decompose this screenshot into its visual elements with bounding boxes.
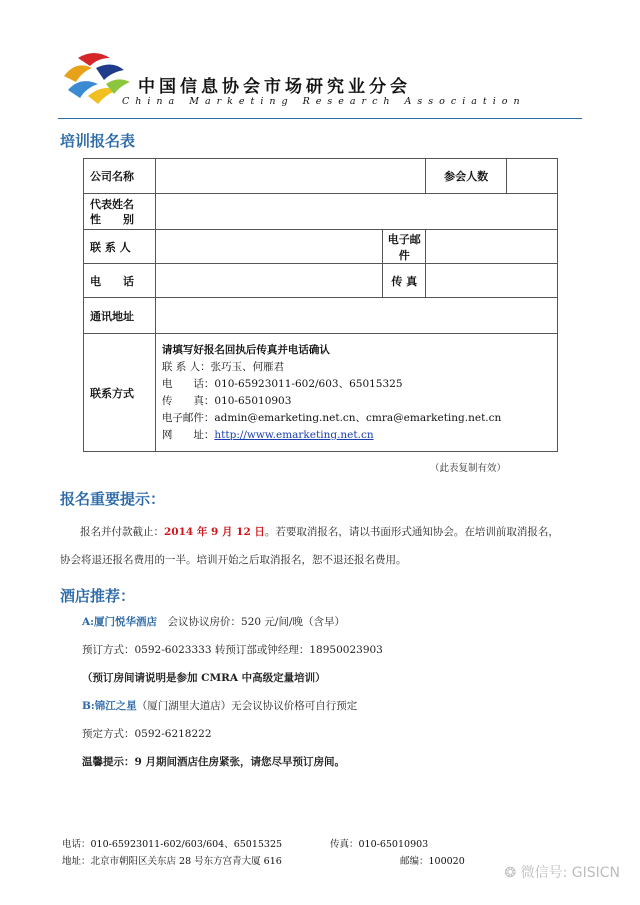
form-title: 培训报名表 [60, 132, 136, 150]
copy-valid-note: （此表复制有效） [430, 463, 507, 474]
contact-email: 电子邮件：admin@emarketing.net.cn、cmra@emarketing.net.cn [161, 411, 502, 424]
rep-name-label: 代表姓名 [90, 197, 134, 211]
attendees-field[interactable] [507, 159, 558, 194]
org-name-chinese: 中国信息协会市场研究业分会 [138, 77, 411, 97]
contact-person-label: 联 系 人 [84, 230, 156, 264]
email-field[interactable] [426, 230, 558, 264]
attendees-label: 参会人数 [426, 159, 507, 194]
notice-line-1 [60, 518, 580, 546]
hotel-a-name: A:厦门悦华酒店 [82, 616, 158, 628]
hotel-b [82, 692, 582, 720]
gender-label: 性 别 [90, 212, 134, 226]
phone-field[interactable] [155, 264, 382, 298]
rep-name-gender-label [84, 194, 156, 230]
registration-form-table [83, 158, 558, 452]
company-name-label: 公司名称 [84, 159, 156, 194]
wechat-id: 微信号: GISICN [520, 865, 620, 881]
fax-label: 传 真 [383, 264, 426, 298]
notice-text [60, 518, 580, 574]
footer-address: 地址：北京市朝阳区关东店 28 号东方宫青大厦 616 [62, 856, 282, 867]
contact-method-cell [155, 334, 557, 452]
header-divider [58, 118, 582, 119]
email-label: 电子邮件 [383, 230, 426, 264]
hotel-tip: 温馨提示：9 月期间酒店住房紧张，请您尽早预订房间。 [82, 756, 345, 768]
contact-instruction: 请填写好报名回执后传真并电话确认 [161, 343, 330, 356]
footer-tel: 电话：010-65923011-602/603/604、65015325 [62, 839, 283, 850]
hotel-a [82, 608, 582, 636]
wechat-icon: ❂ [504, 865, 517, 881]
notice-line-2: 协会将退还报名费用的一半。培训开始之后取消报名，恕不退还报名费用。 [60, 554, 407, 566]
website-link[interactable]: http://www.emarketing.net.cn [214, 428, 374, 441]
contact-tel: 电 话：010-65923011-602/603、65015325 [161, 377, 403, 390]
org-name-english: China Marketing Research Association [122, 96, 526, 107]
contact-fax: 传 真：010-65010903 [161, 394, 292, 407]
notice-deadline-prefix: 报名并付款截止： [80, 526, 164, 538]
address-field[interactable] [155, 298, 557, 334]
contact-website [162, 427, 551, 444]
phone-label: 电 话 [84, 264, 156, 298]
wechat-watermark [504, 862, 620, 882]
hotels-list [82, 608, 582, 776]
hotel-b-booking: 预定方式：0592-6218222 [82, 728, 212, 740]
hotels-title: 酒店推荐： [60, 587, 136, 605]
company-name-field[interactable] [155, 159, 425, 194]
hotel-a-note: （预订房间请说明是参加 CMRA 中高级定量培训） [82, 672, 326, 684]
contact-persons: 联 系 人：张巧玉、何雁君 [161, 360, 285, 373]
hotel-b-desc: （厦门湖里大道店）无会议协议价格可自行预定 [136, 700, 358, 712]
footer-fax: 传真：010-65010903 [330, 839, 429, 850]
contact-person-field[interactable] [155, 230, 382, 264]
notice-title: 报名重要提示： [60, 490, 166, 508]
hotel-a-booking: 预订方式：0592-6023333 转预订部或钟经理：18950023903 [82, 644, 383, 656]
website-label: 网 址： [161, 428, 215, 441]
contact-method-label: 联系方式 [84, 334, 156, 452]
notice-cancel-text: 。若要取消报名，请以书面形式通知协会。在培训前取消报名， [264, 526, 559, 538]
address-label: 通讯地址 [84, 298, 156, 334]
fax-field[interactable] [426, 264, 558, 298]
hotel-b-name: B:锦江之星 [82, 700, 137, 712]
hotel-a-price: 会议协议房价：520 元/间/晚（含早） [157, 616, 345, 628]
rep-name-gender-field[interactable] [155, 194, 557, 230]
deadline-date: 2014 年 9 月 12 日 [164, 526, 265, 538]
footer-postcode: 邮编：100020 [400, 856, 465, 867]
